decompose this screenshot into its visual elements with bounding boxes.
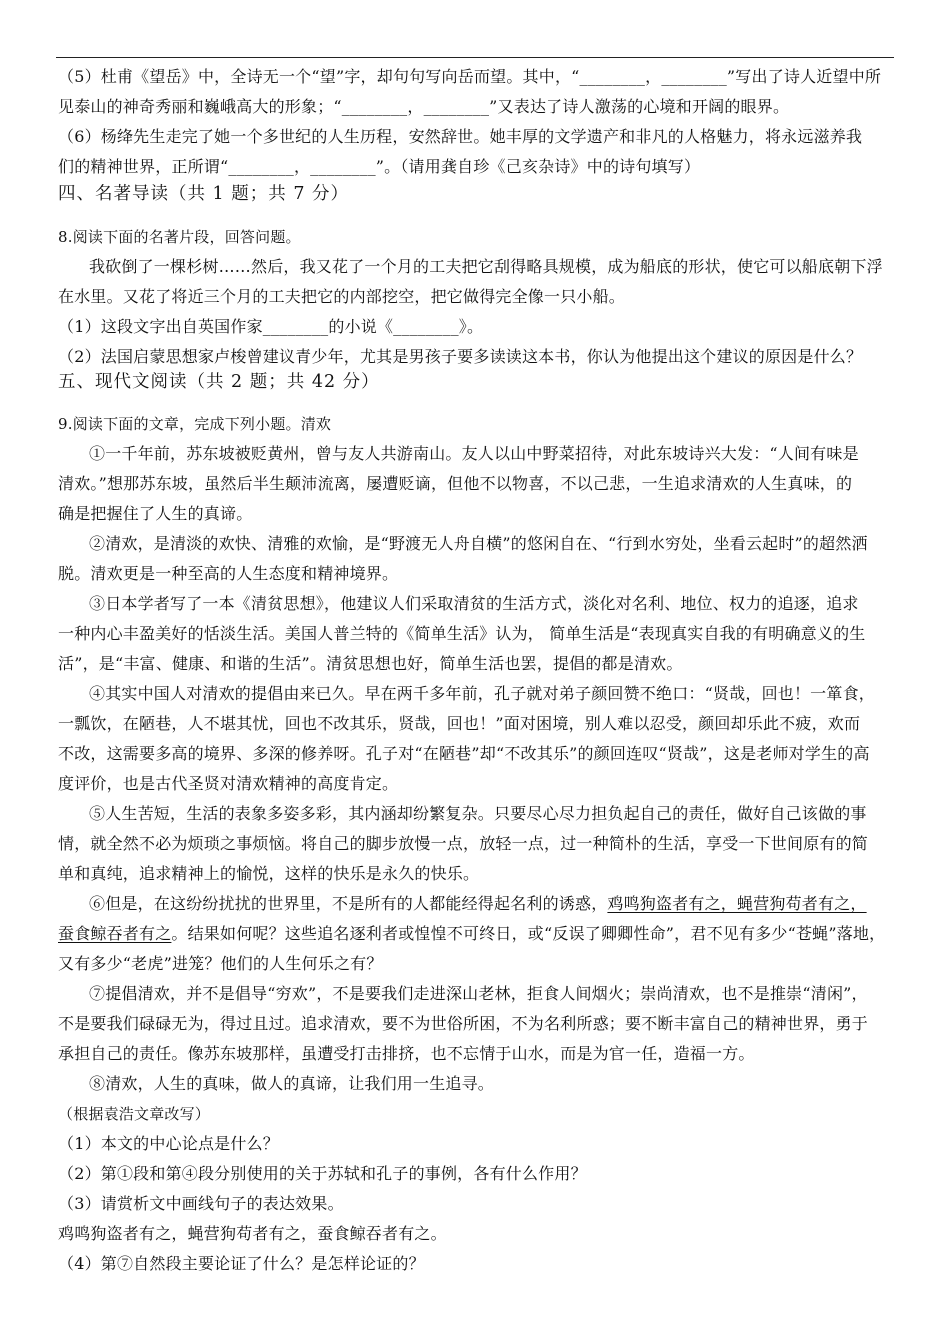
q8-sub-1: （1）这段文字出自英国作家________的小说《________》。 xyxy=(58,317,484,336)
para-6-line-1 xyxy=(89,894,897,914)
para-5-line-3: 单和真纯，追求精神上的愉悦，这样的快乐是永久的快乐。 xyxy=(58,864,480,883)
para-7-line-1: ⑦提倡清欢，并不是倡导“穷欢”，不是要我们走进深山老林，拒食人间烟火；崇尚清欢，也不是推崇“清闲”， xyxy=(89,984,868,1003)
para-6-line-3: 又有多少“老虎”进笼？他们的人生何乐之有？ xyxy=(58,954,383,973)
para-3-line-1: ③日本学者写了一本《清贫思想》，他建议人们采取清贫的生活方式，淡化对名利、地位、权力的追逐，追求 xyxy=(89,594,859,613)
para-4-line-4: 度评价，也是古代圣贤对清欢精神的高度肯定。 xyxy=(58,774,399,793)
q9-prompt: 9.阅读下面的文章，完成下列小题。清欢 xyxy=(58,415,332,433)
q9-sub-4: （4）第⑦自然段主要论证了什么？是怎样论证的？ xyxy=(58,1254,425,1273)
para-4-line-1: ④其实中国人对清欢的提倡由来已久。早在两千多年前，孔子就对弟子颜回赞不绝口：“贤哉，回也！一箪食， xyxy=(89,684,875,703)
source-note: （根据袁浩文章改写） xyxy=(58,1105,211,1123)
para-7-line-3: 承担自己的责任。像苏东坡那样，虽遭受打击排挤，也不忘情于山水，而是为官一任，造福一方。 xyxy=(58,1044,755,1063)
para-2-line-2: 脱。清欢更是一种至高的人生态度和精神境界。 xyxy=(58,564,399,583)
q9-sub-1: （1）本文的中心论点是什么？ xyxy=(58,1134,279,1153)
para-6-line-2 xyxy=(58,924,898,944)
para-3-line-2: 一种内心丰盈美好的恬淡生活。美国人普兰特的《简单生活》认为， 简单生活是“表现真实自我的有明确意义的生 xyxy=(58,624,866,643)
para-5-line-1: ⑤人生苦短，生活的表象多姿多彩，其内涵却纷繁复杂。只要尽心尽力担负起自己的责任，做好自己该做的事 xyxy=(89,804,867,823)
para-2-line-1: ②清欢，是清淡的欢快、清雅的欢愉，是“野渡无人舟自横”的悠闲自在、“行到水穷处，坐看云起时”的超然洒 xyxy=(89,534,868,553)
para-4-line-2: 一瓢饮，在陋巷，人不堪其忧，回也不改其乐，贤哉，回也！”面对困境，别人难以忍受，颜回却乐此不疲，欢而 xyxy=(58,714,861,733)
para-4-line-3: 不改，这需要多高的境界、多深的修养呀。孔子对“在陋巷”却“不改其乐”的颜回连叹“贤哉”，这是老师对学生的高 xyxy=(58,744,870,763)
para-6-text-plain: ⑥但是，在这纷纷扰扰的世界里，不是所有的人都能经得起名利的诱惑， xyxy=(89,894,608,913)
q8-sub-2: （2）法国启蒙思想家卢梭曾建议青少年，尤其是男孩子要多读读这本书，你认为他提出这个建议的原因是什么？ xyxy=(58,347,863,366)
para-7-line-2: 不是要我们碌碌无为，得过且过。追求清欢，要不为世俗所困，不为名利所惑；要不断丰富自己的精神世界，勇于 xyxy=(58,1014,869,1033)
underlined-sentence-part-2: 蚕食鲸吞者有之 xyxy=(58,924,172,943)
q9-sub-3-quote: 鸡鸣狗盗者有之，蝇营狗苟者有之，蚕食鲸吞者有之。 xyxy=(58,1224,447,1243)
q6-line-1: （6）杨绛先生走完了她一个多世纪的人生历程，安然辞世。她丰厚的文学遗产和非凡的人格魅力，将永远滋养我 xyxy=(58,127,863,146)
header-rule xyxy=(56,57,894,58)
para-5-line-2: 情，就全然不必为烦琐之事烦恼。将自己的脚步放慢一点，放轻一点，过一种简朴的生活，享受一下世间原有的简 xyxy=(58,834,869,853)
underlined-sentence-part-1: 鸡鸣狗盗者有之，蝇营狗苟者有之， xyxy=(607,894,867,913)
q9-sub-2: （2）第①段和第④段分别使用的关于苏轼和孔子的事例，各有什么作用？ xyxy=(58,1164,587,1183)
q8-prompt: 8.阅读下面的名著片段，回答问题。 xyxy=(58,228,301,246)
q6-line-2: 们的精神世界，正所谓“________，________”。（请用龚自珍《己亥杂诗》中的诗句填写） xyxy=(58,157,701,176)
para-8-line-1: ⑧清欢，人生的真味，做人的真谛，让我们用一生追寻。 xyxy=(89,1074,495,1093)
q5-line-2: 见泰山的神奇秀丽和巍峨高大的形象；“________，________”又表达了诗人激荡的心境和开阔的眼界。 xyxy=(58,97,790,116)
section-heading-classics: 四、名著导读（共 1 题；共 7 分） xyxy=(58,184,350,204)
section-heading-modern-reading: 五、现代文阅读（共 2 题；共 42 分） xyxy=(58,372,380,392)
q8-excerpt-line-1: 我砍倒了一棵杉树……然后，我又花了一个月的工夫把它刮得略具规模，成为船底的形状，使它可以船底朝下浮 xyxy=(89,257,883,276)
q8-excerpt-line-2: 在水里。又花了将近三个月的工夫把它的内部挖空，把它做得完全像一只小船。 xyxy=(58,287,626,306)
para-3-line-3: 活”，是“丰富、健康、和谐的生活”。清贫思想也好，简单生活也罢，提倡的都是清欢。 xyxy=(58,654,683,673)
q5-line-1: （5）杜甫《望岳》中，全诗无一个“望”字，却句句写向岳而望。其中，“________，________”写出了诗人近望中所 xyxy=(58,67,882,86)
para-1-line-3: 确是把握住了人生的真谛。 xyxy=(58,504,253,523)
para-6-text-rest: 。结果如何呢？这些追名逐利者或惶惶不可终日，或“反误了卿卿性命”，君不见有多少“苍蝇”落地， xyxy=(171,924,886,943)
para-1-line-2: 清欢。”想那苏东坡，虽然后半生颠沛流离，屡遭贬谪，但他不以物喜，不以己悲，一生追求清欢的人生真味，的 xyxy=(58,474,853,493)
para-1-line-1: ①一千年前，苏东坡被贬黄州，曾与友人共游南山。友人以山中野菜招待，对此东坡诗兴大发：“人间有味是 xyxy=(89,444,859,463)
q9-sub-3: （3）请赏析文中画线句子的表达效果。 xyxy=(58,1194,344,1213)
